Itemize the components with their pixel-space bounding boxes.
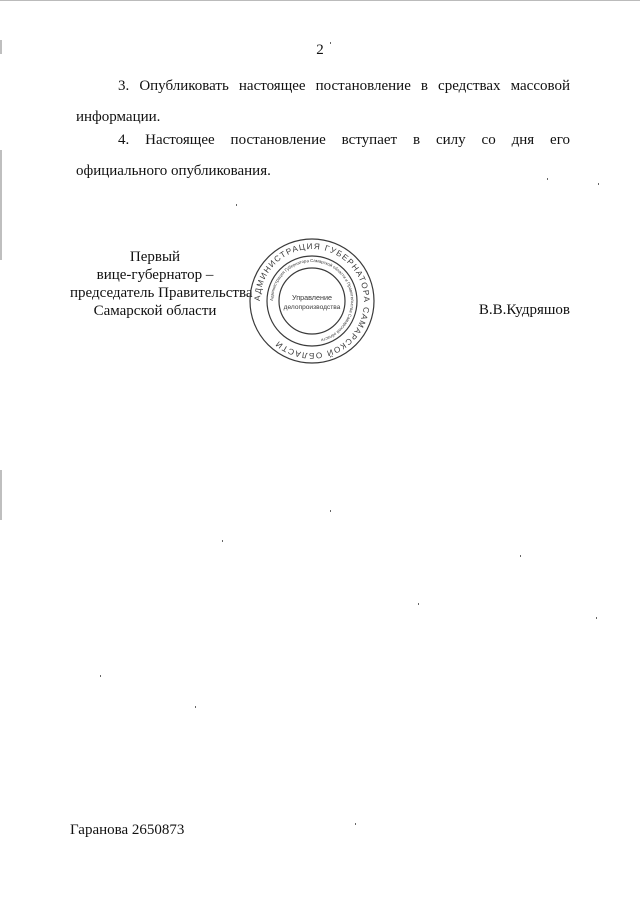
signer-name: В.В.Кудряшов	[478, 302, 570, 318]
scan-speck	[598, 183, 599, 185]
scan-speck	[330, 510, 331, 512]
scan-speck	[355, 823, 356, 825]
top-edge-line	[0, 0, 640, 1]
scan-speck	[195, 706, 196, 708]
stamp-inner-text: Администрация Губернатора Самарской области и Правительства Самарской области	[268, 257, 356, 343]
scan-speck	[596, 617, 597, 619]
scan-speck	[100, 675, 101, 677]
scan-edge-mark	[0, 470, 2, 520]
paragraph-3-line-1: 3. Опубликовать настоящее постановление в средствах массовой	[118, 78, 570, 94]
executor-contact: Гаранова 2650873	[70, 822, 185, 838]
stamp-outer-text: АДМИНИСТРАЦИЯ ГУБЕРНАТОРА САМАРСКОЙ ОБЛАСТИ	[252, 241, 372, 361]
scan-speck	[222, 540, 223, 542]
scan-speck	[236, 204, 237, 206]
paragraph-4-line-2: официального опубликования.	[76, 163, 271, 179]
paragraph-3-line-2: информации.	[76, 109, 161, 125]
scan-edge-mark	[0, 40, 2, 54]
stamp-center-line-2: делопроизводства	[283, 304, 341, 311]
signer-title-line-1: Первый	[129, 249, 181, 265]
signer-title-line-4: Самарской области	[93, 303, 217, 319]
official-stamp	[247, 236, 377, 366]
paragraph-4	[76, 125, 570, 187]
paragraph-3	[76, 71, 570, 133]
scan-edge-mark	[0, 150, 2, 260]
stamp-center-line-1: Управление	[292, 293, 332, 302]
scan-speck	[418, 603, 419, 605]
signer-title-line-2: вице-губернатор –	[96, 267, 214, 283]
signer-title-line-3: председатель Правительства	[70, 285, 253, 301]
page-number: 2	[316, 42, 324, 58]
scan-speck	[547, 178, 548, 180]
scan-speck	[520, 555, 521, 557]
signer-title	[70, 248, 253, 320]
scan-speck	[330, 42, 331, 44]
paragraph-4-line-1: 4. Настоящее постановление вступает в силу со дня его	[118, 132, 570, 148]
